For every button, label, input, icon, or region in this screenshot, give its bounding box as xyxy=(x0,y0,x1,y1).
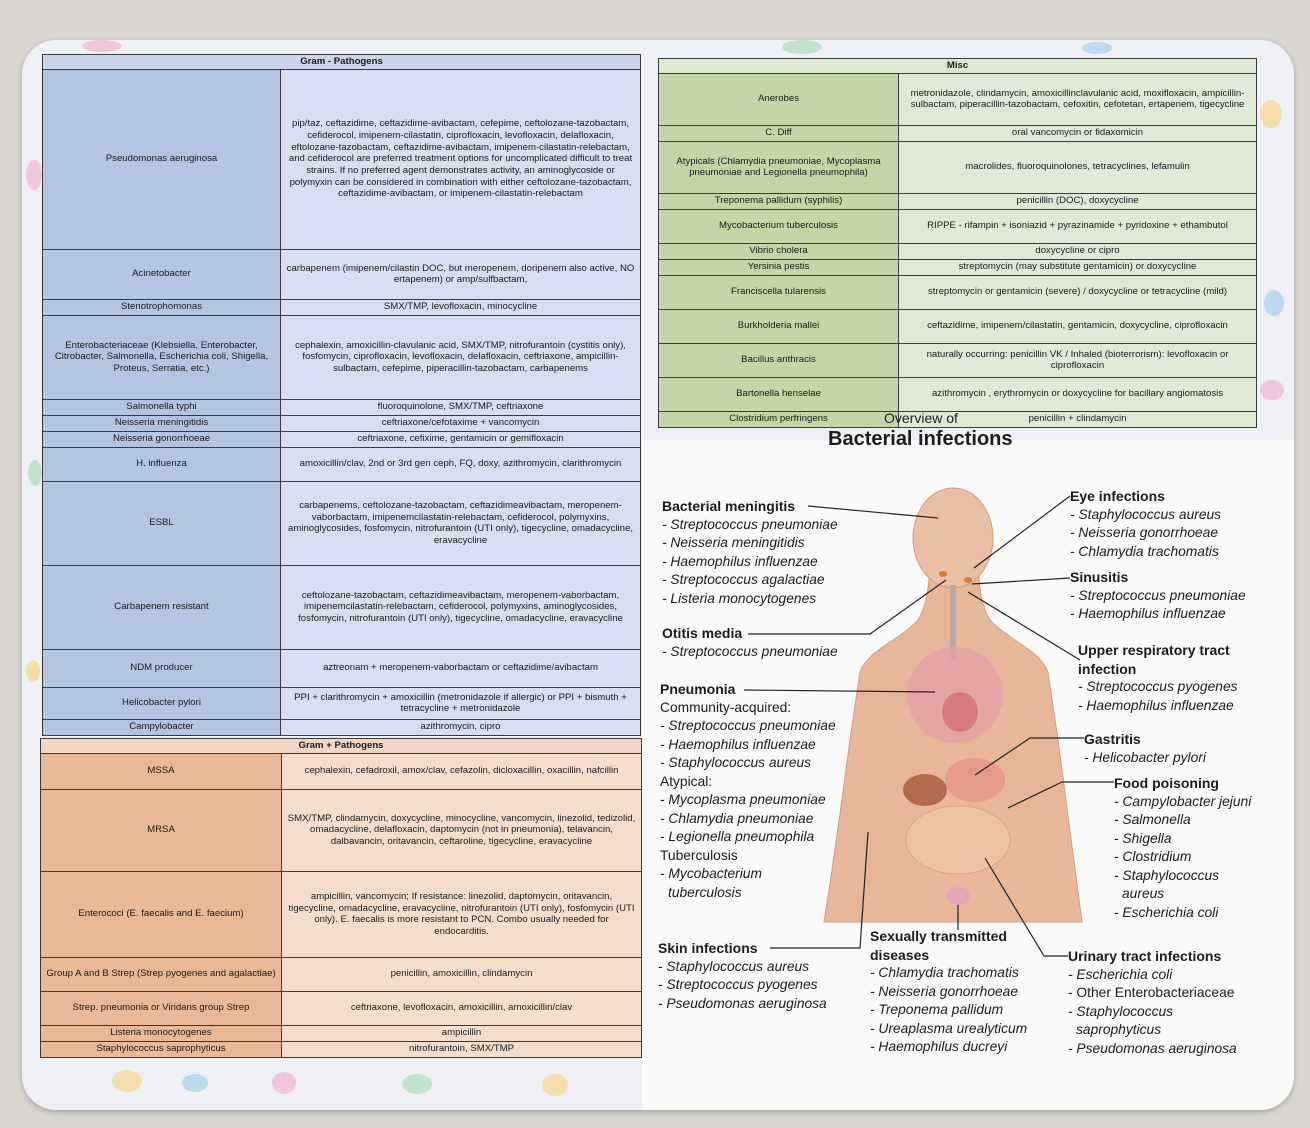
organism-cell: MSSA xyxy=(41,753,282,789)
treatment-cell: SMX/TMP, clindamycin, doxycycline, minocycline, vancomycin, linezolid, tedizolid, omadacycline, delafloxacin, daptomycin (not in pneumonia), telavancin, dalbavancin, oritavancin, ceftaroline, tigecycline, eravacycline xyxy=(282,789,642,871)
skin-group xyxy=(658,939,827,1013)
meningitis-heading: Bacterial meningitis xyxy=(662,498,796,514)
organism-cell: Bacillus anthracis xyxy=(659,343,899,377)
pneumonia-group xyxy=(660,680,836,902)
urti-group xyxy=(1078,641,1238,715)
pneumonia-subheading: Tuberculosis xyxy=(660,847,738,863)
food-poisoning-group xyxy=(1114,774,1251,922)
pathogen-item: - Helicobacter pylori xyxy=(1084,749,1206,765)
pathogen-item: - Haemophilus influenzae xyxy=(660,736,816,752)
treatment-cell: ceftriaxone, levofloxacin, amoxicillin, amoxicillin/clav xyxy=(282,991,642,1025)
pathogen-item: - Salmonella xyxy=(1114,812,1191,827)
treatment-cell: nitrofurantoin, SMX/TMP xyxy=(282,1041,642,1057)
organism-cell: Helicobacter pylori xyxy=(43,687,281,719)
std-heading: Sexually transmitted xyxy=(870,928,1007,944)
treatment-cell: streptomycin or gentamicin (severe) / doxycycline or tetracycline (mild) xyxy=(899,275,1257,309)
urti-heading: infection xyxy=(1078,660,1137,677)
treatment-cell: ceftriaxone/cefotaxime + vancomycin xyxy=(281,415,641,431)
pathogen-item: - Haemophilus influenzae xyxy=(1070,606,1226,621)
organism-cell: Bartonella henselae xyxy=(659,377,899,411)
treatment-cell: ampicillin xyxy=(282,1025,642,1041)
pathogen-item: - Streptococcus pneumoniae xyxy=(662,643,838,659)
pathogen-item: - Chlamydia trachomatis xyxy=(1070,543,1219,559)
overview-title-small: Overview of xyxy=(884,410,958,426)
organism-cell: Clostridium perfringens xyxy=(659,411,899,427)
pathogen-item: - Legionella pneumophila xyxy=(660,829,815,844)
gram-negative-header: Gram - Pathogens xyxy=(43,55,641,70)
treatment-cell: doxycycline or cipro xyxy=(899,243,1257,259)
treatment-cell: ceftolozane-tazobactam, ceftazidimeavibactam, meropenem-vaborbactam, imipenemcilastatin-relebactam, cefiderocol, polymyxins, aminoglycosides, fosfomycin, nitrofurantoin (UTI only), tigecycline, omadacycline, eravacycline xyxy=(281,565,641,649)
organism-cell: Campylobacter xyxy=(43,719,281,735)
pathogen-item: - Chlamydia pneumoniae xyxy=(660,810,814,826)
urti-heading: Upper respiratory tract xyxy=(1078,642,1230,658)
pathogen-item: - Shigella xyxy=(1114,830,1172,846)
std-heading: diseases xyxy=(870,946,930,963)
pathogen-item: - Streptococcus pyogenes xyxy=(658,977,818,992)
treatment-cell: ampicillin, vancomycin; If resistance: linezolid, daptomycin, oritavancin, tigecycline, omadacycline, eravacycline, nitrofurantoin (UTI only), fosfomycin (UTI only). E. faecalis is more resistant to PCN. Combo usually needed for endocarditis. xyxy=(282,871,642,957)
eye-left xyxy=(939,571,947,577)
treatment-cell: streptomycin (may substitute gentamicin) or doxycycline xyxy=(899,259,1257,275)
pathogen-item: - Campylobacter jejuni xyxy=(1114,793,1252,809)
organism-cell: Atypicals (Chlamydia pneumoniae, Mycoplasma pneumoniae and Legionella pneumophila) xyxy=(659,141,899,193)
organism-cell: Carbapenem resistant xyxy=(43,565,281,649)
pathogen-item: - Streptococcus agalactiae xyxy=(662,572,825,587)
sinusitis-group xyxy=(1070,568,1246,624)
pneumonia-heading: Pneumonia xyxy=(660,681,736,697)
pathogen-item: - Streptococcus pyogenes xyxy=(1078,679,1238,694)
treatment-cell: fluoroquinolone, SMX/TMP, ceftriaxone xyxy=(281,399,641,415)
eye-right xyxy=(964,577,972,583)
pathogen-item: - Streptococcus pneumoniae xyxy=(1070,587,1246,603)
pathogen-item: - Streptococcus pneumoniae xyxy=(662,516,838,532)
food-poisoning-heading: Food poisoning xyxy=(1114,775,1219,791)
pathogen-item: - Neisseria gonorrhoeae xyxy=(870,983,1019,999)
pathogen-item: - Haemophilus influenzae xyxy=(1078,697,1234,713)
organism-cell: Burkholderia mallei xyxy=(659,309,899,343)
pathogen-item: - Escherichia coli xyxy=(1068,966,1173,982)
treatment-cell: penicillin + clindamycin xyxy=(899,411,1257,427)
otitis-heading: Otitis media xyxy=(662,625,743,641)
stomach xyxy=(945,758,1005,802)
treatment-cell: carbapenems, ceftolozane-tazobactam, ceftazidimeavibactam, meropenem-vaborbactam, imipenemcilastatin-relebactam, cefiderocol, polymyxins, aminoglycosides, fosfomycin, nitrofurantoin (UTI only), tigecycline, omadacycline, eravacycline xyxy=(281,481,641,565)
treatment-cell: ceftazidime, imipenem/cilastatin, gentamicin, doxycycline, ciprofloxacin xyxy=(899,309,1257,343)
treatment-cell: azithromycin , erythromycin or doxycycline for bacillary angiomatosis xyxy=(899,377,1257,411)
pathogen-item: - Clostridium xyxy=(1114,849,1192,864)
pathogen-item: - Mycobacterium xyxy=(660,866,762,881)
misc-header: Misc xyxy=(659,59,1257,74)
bladder xyxy=(946,887,970,905)
pathogen-item: - Chlamydia trachomatis xyxy=(870,965,1019,980)
organism-cell: Neisseria meningitidis xyxy=(43,415,281,431)
uti-heading: Urinary tract infections xyxy=(1068,948,1222,964)
leader-line xyxy=(972,578,1070,584)
pathogen-item: - Other Enterobacteriaceae xyxy=(1068,985,1235,1000)
pathogen-item: - Neisseria gonorrhoeae xyxy=(1070,525,1219,540)
meningitis-group xyxy=(662,497,838,608)
organism-cell: C. Diff xyxy=(659,125,899,141)
heart xyxy=(942,692,978,732)
treatment-cell: carbapenem (imipenem/cilastin DOC, but meropenem, doripenem also active, NO ertapenem) or amp/sulfbactam, xyxy=(281,249,641,299)
gram-positive-header: Gram + Pathogens xyxy=(41,739,642,754)
pathogen-item: - Pseudomonas aeruginosa xyxy=(658,995,827,1011)
gastritis-heading: Gastritis xyxy=(1084,731,1141,747)
treatment-cell: PPI + clarithromycin + amoxicillin (metronidazole if allergic) or PPI + bismuth + tetracycline + metronidazole xyxy=(281,687,641,719)
treatment-cell: penicillin, amoxicillin, clindamycin xyxy=(282,957,642,991)
organism-cell: Neisseria gonorrhoeae xyxy=(43,431,281,447)
treatment-cell: RIPPE - rifampin + isoniazid + pyrazinamide + pyridoxine + ethambutol xyxy=(899,209,1257,243)
pathogen-item: - Streptococcus pneumoniae xyxy=(660,718,836,733)
treatment-cell: cephalexin, cefadroxil, amox/clav, cefazolin, dicloxacillin, oxacillin, nafcillin xyxy=(282,753,642,789)
organism-cell: Yersinia pestis xyxy=(659,259,899,275)
pathogen-item: - Mycoplasma pneumoniae xyxy=(660,792,826,807)
treatment-cell: metronidazole, clindamycin, amoxicillinclavulanic acid, moxifloxacin, ampicillin-sulbactam, piperacillin-tazobactam, cefoxitin, cefotetan, ertapenem, tigecycline xyxy=(899,73,1257,125)
treatment-cell: macrolides, fluoroquinolones, tetracyclines, lefamulin xyxy=(899,141,1257,193)
pathogen-item: - Haemophilus ducreyi xyxy=(870,1039,1008,1054)
pathogen-item: - Neisseria meningitidis xyxy=(662,535,805,550)
organism-cell: Stenotrophomonas xyxy=(43,299,281,315)
organism-cell: Treponema pallidum (syphilis) xyxy=(659,193,899,209)
organism-cell: Group A and B Strep (Strep pyogenes and agalactiae) xyxy=(41,957,282,991)
overview-title-large: Bacterial infections xyxy=(828,428,1013,450)
skin-heading: Skin infections xyxy=(658,940,758,956)
organism-cell: ESBL xyxy=(43,481,281,565)
treatment-cell: oral vancomycin or fidaxomicin xyxy=(899,125,1257,141)
organism-cell: MRSA xyxy=(41,789,282,871)
organism-cell: Staphylococcus saprophyticus xyxy=(41,1041,282,1057)
organism-cell: Enterobacteriaceae (Klebsiella, Enterobacter, Citrobacter, Salmonella, Escherichia coli, Shigella, Proteus, Serratia, etc.) xyxy=(43,315,281,399)
pathogen-item: - Staphylococcus xyxy=(1068,1003,1174,1019)
treatment-cell: pip/taz, ceftazidime, ceftazidime-avibactam, cefepime, ceftolozane-tazobactam, cefiderocol, imipenem-cilastatin, ciprofloxacin, levofloxacin, delafloxacin, eftolozane-tazobactam, ceftazidime-avibactam, imipenem-cilastatin-relebactam, and cefiderocol are preferred treatment options for uncomplicated difficult to treat strains. If no preferred agent demonstrates activity, an aminoglycoside or polymyxin can be considered in combination with either ceftolozane-tazobactam, ceftazidime-avibactam, or imipenem-cilastatin-relebactam xyxy=(281,69,641,249)
organism-cell: H. influenza xyxy=(43,447,281,481)
std-group xyxy=(870,927,1027,1057)
organism-cell: Listeria monocytogenes xyxy=(41,1025,282,1041)
treatment-cell: SMX/TMP, levofloxacin, minocycline xyxy=(281,299,641,315)
pathogen-item: - Haemophilus influenzae xyxy=(662,553,818,569)
treatment-cell: cephalexin, amoxicillin-clavulanic acid, SMX/TMP, nitrofurantoin (cystitis only), fosfomycin, ciprofloxacin, levofloxacin, delafloxacin, ceftriaxone, ampicillin-sulbactam, cefepime, piperacillin-tazobactam, carbapenems xyxy=(281,315,641,399)
organism-cell: Enterococi (E. faecalis and E. faecium) xyxy=(41,871,282,957)
pathogen-item: saprophyticus xyxy=(1076,1022,1162,1037)
pathogen-item: - Staphylococcus xyxy=(1114,867,1220,883)
pathogen-item: - Staphylococcus aureus xyxy=(1070,506,1222,522)
pathogen-item: - Pseudomonas aeruginosa xyxy=(1068,1040,1237,1056)
organism-cell: Strep. pneumonia or Viridans group Strep xyxy=(41,991,282,1025)
organism-cell: NDM producer xyxy=(43,649,281,687)
organism-cell: Acinetobacter xyxy=(43,249,281,299)
eye-group xyxy=(1070,487,1221,561)
pathogen-item: - Staphylococcus aureus xyxy=(660,755,812,770)
treatment-cell: azithromycin, cipro xyxy=(281,719,641,735)
treatment-cell: aztreonam + meropenem-vaborbactam or ceftazidime/avibactam xyxy=(281,649,641,687)
organism-cell: Franciscella tularensis xyxy=(659,275,899,309)
organism-cell: Salmonella typhi xyxy=(43,399,281,415)
organism-cell: Vibrio cholera xyxy=(659,243,899,259)
organism-cell: Anerobes xyxy=(659,73,899,125)
sinusitis-heading: Sinusitis xyxy=(1070,569,1129,585)
organism-cell: Mycobacterium tuberculosis xyxy=(659,209,899,243)
organism-cell: Pseudomonas aeruginosa xyxy=(43,69,281,249)
liver xyxy=(903,774,947,806)
pathogen-item: - Ureaplasma urealyticum xyxy=(870,1020,1028,1036)
treatment-cell: penicillin (DOC), doxycycline xyxy=(899,193,1257,209)
gastritis-group xyxy=(1084,730,1206,767)
uti-group xyxy=(1068,947,1237,1058)
treatment-cell: ceftriaxone, cefixime, gentamicin or gemifloxacin xyxy=(281,431,641,447)
pathogen-item: tuberculosis xyxy=(668,884,742,900)
head xyxy=(913,488,993,588)
pathogen-item: - Treponema pallidum xyxy=(870,1002,1004,1017)
eye-heading: Eye infections xyxy=(1070,488,1165,504)
pathogen-item: aureus xyxy=(1122,886,1165,901)
pathogen-item: - Escherichia coli xyxy=(1114,904,1219,920)
treatment-cell: naturally occurring: penicillin VK / Inhaled (bioterrorism): levofloxacin or ciprofloxacin xyxy=(899,343,1257,377)
pathogen-item: - Staphylococcus aureus xyxy=(658,958,810,974)
intestines xyxy=(906,806,1010,874)
treatment-cell: amoxicillin/clav, 2nd or 3rd gen ceph, FQ, doxy, azithromycin, clarithromycin xyxy=(281,447,641,481)
pneumonia-subheading: Atypical: xyxy=(660,773,713,789)
pathogen-item: - Listeria monocytogenes xyxy=(662,590,817,606)
otitis-group xyxy=(662,624,838,661)
pneumonia-subheading: Community-acquired: xyxy=(660,699,792,715)
